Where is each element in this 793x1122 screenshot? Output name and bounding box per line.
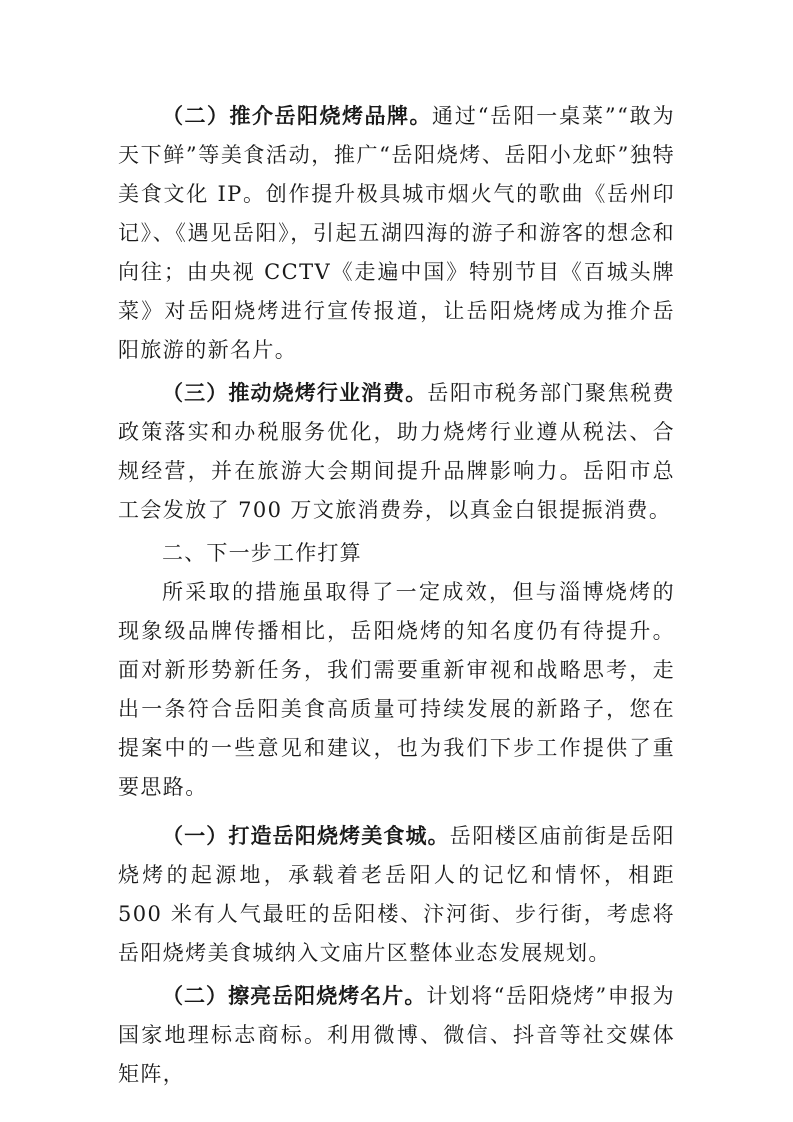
paragraph-lead: （二）推介岳阳烧烤品牌。 <box>162 104 432 128</box>
paragraph-drive-consumption <box>118 374 675 530</box>
paragraph-brand-card <box>118 977 675 1094</box>
paragraph-body: 岳阳市税务部门聚焦税费政策落实和办税服务优化，助力烧烤行业遵从税法、合规经营，并在旅游大会期间提升品牌影响力。岳阳市总工会发放了 700 万文旅消费券，以真金白银提振消费。 <box>118 381 675 522</box>
paragraph-body: 通过“岳阳一桌菜”“敢为天下鲜”等美食活动，推广“岳阳烧烤、岳阳小龙虾”独特美食文化 IP。创作提升极具城市烟火气的歌曲《岳州印记》、《遇见岳阳》，引起五湖四海的游子和游客的想念和向往；由央视 CCTV《走遍中国》特别节目《百城头牌菜》对岳阳烧烤进行宣传报道，让岳阳烧烤成为推介岳阳旅游的新名片。 <box>118 104 675 362</box>
paragraph-food-city <box>118 817 675 973</box>
paragraph-lead: （一）打造岳阳烧烤美食城。 <box>162 824 450 848</box>
paragraph-promote-brand <box>118 97 675 370</box>
paragraph-body: 计划将“岳阳烧烤”申报为国家地理标志商标。利用微博、微信、抖音等社交媒体矩阵， <box>118 984 675 1086</box>
paragraph-lead: （二）擦亮岳阳烧烤名片。 <box>162 984 427 1008</box>
paragraph-lead: （三）推动烧烤行业消费。 <box>162 381 428 405</box>
section-heading: 二、下一步工作打算 <box>162 541 362 565</box>
paragraph-body: 岳阳楼区庙前街是岳阳烧烤的起源地，承载着老岳阳人的记忆和情怀，相距 500 米有人气最旺的岳阳楼、汴河街、步行街，考虑将岳阳烧烤美食城纳入文庙片区整体业态发展规划。 <box>118 824 676 965</box>
paragraph-body: 所采取的措施虽取得了一定成效，但与淄博烧烤的现象级品牌传播相比，岳阳烧烤的知名度仍有待提升。面对新形势新任务，我们需要重新审视和战略思考，走出一条符合岳阳美食高质量可持续发展的新路子，您在提案中的一些意见和建议，也为我们下步工作提供了重要思路。 <box>118 580 675 799</box>
paragraph-intro <box>118 573 675 807</box>
